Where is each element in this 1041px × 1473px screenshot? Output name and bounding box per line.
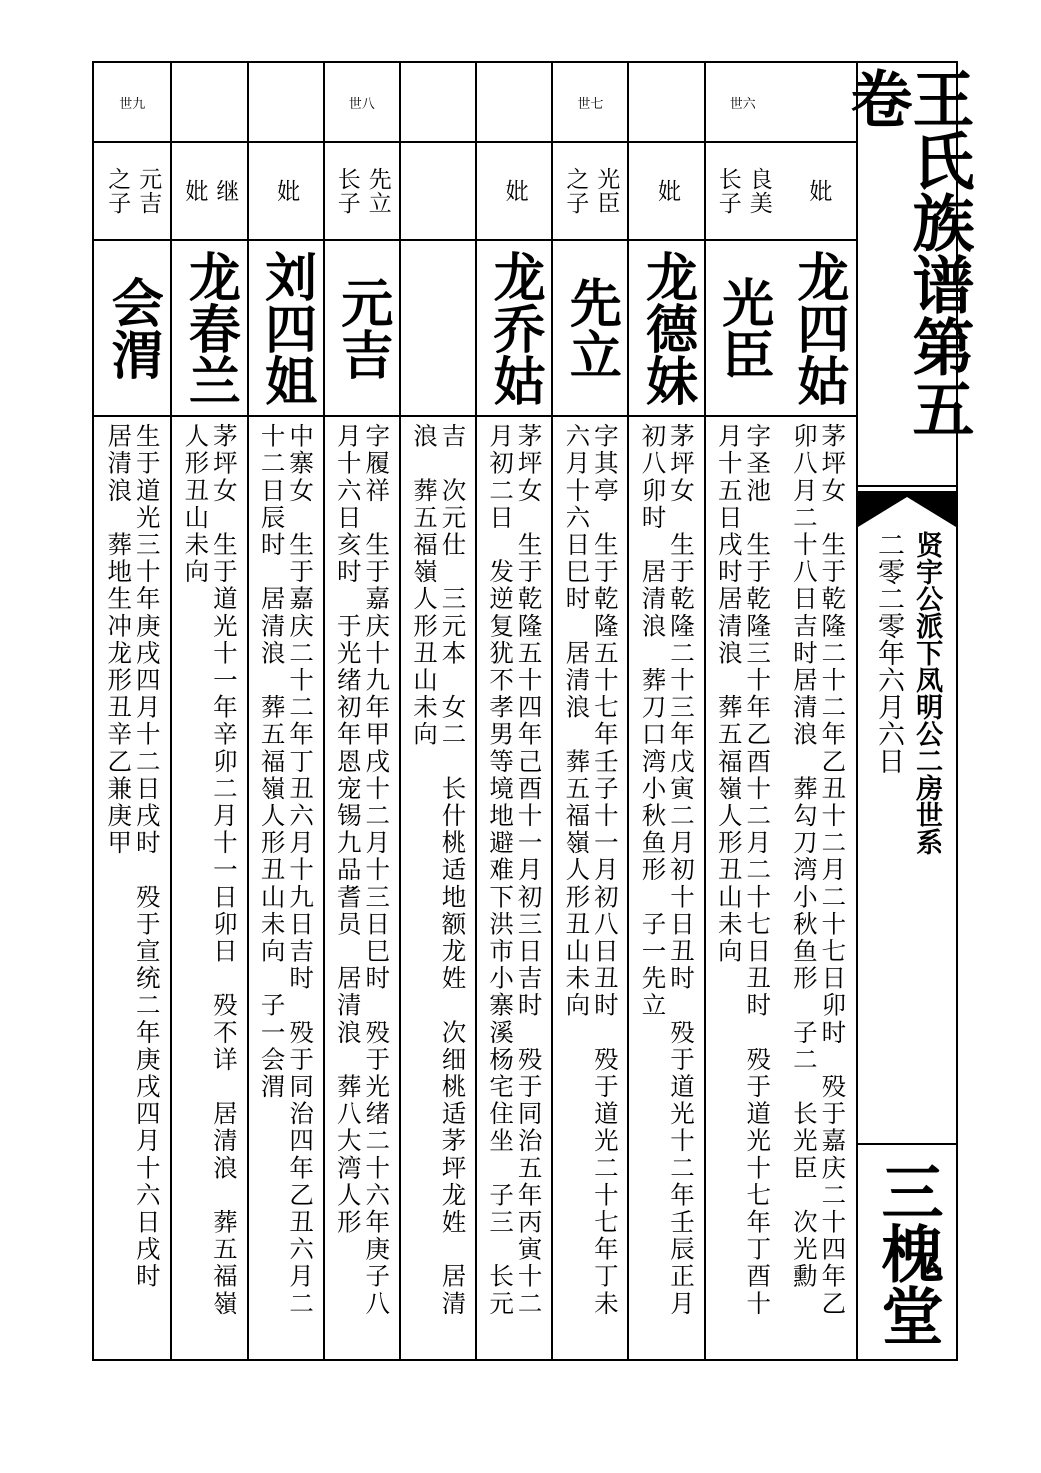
genealogy-grid	[94, 63, 856, 1359]
name-cell	[629, 241, 703, 417]
name-cell	[706, 241, 780, 417]
name-cell	[172, 241, 246, 417]
name-cell	[94, 241, 170, 417]
person-name: 元吉	[331, 276, 392, 380]
lineage-title: 贤宇公派下凤明公二房世系	[911, 531, 943, 855]
hall-name-box	[858, 1143, 956, 1361]
description-line: 初八卯时 居清浪 葬刀口湾小秋鱼形 子一先立	[638, 423, 668, 1020]
person-name: 光臣	[712, 276, 773, 380]
name-cell	[477, 241, 551, 417]
hall-name: 三槐堂	[871, 1160, 944, 1346]
description-cell	[629, 417, 703, 1359]
book-title-text: 王氏族谱第五卷	[840, 67, 975, 439]
description-line: 中寨女 生于嘉庆二十二年丁丑六月十九日吉时 殁于同治四年乙丑六月二	[286, 423, 316, 1318]
person-name: 会渭	[102, 276, 163, 380]
relation-cell	[629, 143, 703, 241]
entry-column	[170, 63, 246, 1359]
person-name: 刘四姐	[255, 250, 316, 406]
name-cell	[249, 241, 323, 417]
description-line: 卯八月二十八日吉时居清浪 葬勾刀湾小秋鱼形 子二 长光臣 次光勳	[789, 423, 819, 1291]
entry-column	[323, 63, 399, 1359]
entry-column	[627, 63, 703, 1359]
relation-cell	[553, 143, 627, 241]
description-cell	[401, 417, 475, 1359]
description-line: 六月十六日巳时 居清浪 葬五福嶺人形丑山未向	[562, 423, 592, 1020]
relation-cell	[477, 143, 551, 241]
description-line: 字履祥 生于嘉庆十九年甲戌十二月十三日巳时 殁于光绪二十六年庚子八	[362, 423, 392, 1318]
name-cell	[401, 241, 475, 417]
name-cell	[325, 241, 399, 417]
description-cell	[780, 417, 856, 1359]
entry-column	[399, 63, 475, 1359]
generation-cell	[249, 63, 323, 143]
person-name: 龙乔姑	[484, 250, 545, 406]
description-line: 字其亭 生于乾隆五十七年壬子十一月初八日丑时 殁于道光二十七年丁未	[590, 423, 620, 1318]
relation-text: 妣	[805, 179, 832, 203]
description-line: 茅坪女 生于乾隆二十三年戊寅二月初十日丑时 殁于道光十二年壬辰正月	[667, 423, 697, 1318]
entry-column	[704, 63, 780, 1359]
relation-text: 光臣	[593, 167, 620, 215]
relation-text: 之子	[562, 167, 589, 215]
book-title	[840, 63, 975, 487]
relation-text: 妣	[273, 179, 300, 203]
description-cell	[94, 417, 170, 1359]
description-line: 十二日辰时 居清浪 葬五福嶺人形丑山未向 子一会渭	[257, 423, 287, 1101]
generation-cell	[172, 63, 246, 143]
generation-cell: 世七	[553, 63, 627, 143]
person-name: 龙春兰	[179, 250, 240, 406]
title-panel	[840, 63, 975, 1359]
description-cell	[477, 417, 551, 1359]
genealogy-page	[92, 61, 975, 1361]
description-line: 月十五日戌时居清浪 葬五福嶺人形丑山未向	[714, 423, 744, 965]
description-line: 居清浪 葬地生冲龙形丑辛乙兼庚甲	[104, 423, 134, 857]
generation-cell: 世八	[325, 63, 399, 143]
relation-cell	[706, 143, 780, 241]
generation-cell	[477, 63, 551, 143]
relation-text: 长子	[714, 167, 741, 215]
relation-cell	[249, 143, 323, 241]
description-line: 茅坪女 生于道光十一年辛卯二月十一日卯日 殁不详 居清浪 葬五福嶺	[209, 423, 239, 1318]
relation-text: 继	[212, 179, 239, 203]
relation-text: 良美	[745, 167, 772, 215]
relation-text: 长子	[333, 167, 360, 215]
relation-text: 妣	[654, 179, 681, 203]
description-cell	[249, 417, 323, 1359]
description-line: 茅坪女 生于乾隆五十四年己酉十一月初三日吉时 殁于同治五年丙寅十二	[514, 423, 544, 1318]
relation-text: 妣	[181, 179, 208, 203]
name-cell	[553, 241, 627, 417]
entry-column	[247, 63, 323, 1359]
description-line: 字圣池 生于乾隆三十年乙酉十二月二十七日丑时 殁于道光十七年丁酉十	[743, 423, 773, 1318]
description-cell	[325, 417, 399, 1359]
subtitle-area	[858, 531, 956, 1143]
compile-date: 二零二零年六月六日	[873, 531, 904, 774]
description-line: 吉 次元仕 三元本 女二 长什桃适地额龙姓 次细桃适茅坪龙姓 居清	[438, 423, 468, 1318]
fishtail-ornament	[858, 491, 956, 527]
relation-cell	[401, 143, 475, 241]
generation-cell: 世六	[706, 63, 780, 143]
title-divider-top	[858, 485, 956, 487]
relation-text: 先立	[364, 167, 391, 215]
description-line: 生于道光三十年庚戌四月十二日戌时 殁于宣统二年庚戌四月十六日戌时	[132, 423, 162, 1291]
entry-column	[475, 63, 551, 1359]
person-name: 龙德妹	[636, 250, 697, 406]
relation-text: 妣	[501, 179, 528, 203]
relation-cell	[172, 143, 246, 241]
description-line: 浪 葬五福嶺人形丑山未向	[409, 423, 439, 749]
generation-cell: 世九	[94, 63, 170, 143]
description-cell	[706, 417, 780, 1359]
description-line: 茅坪女 生于乾隆二十二年乙丑十二月二十七日卯时 殁于嘉庆二十四年乙	[818, 423, 848, 1318]
generation-cell	[401, 63, 475, 143]
entry-column	[94, 63, 170, 1359]
entry-column	[551, 63, 627, 1359]
relation-cell	[325, 143, 399, 241]
description-line: 月十六日亥时 于光绪初年恩宠锡九品耆员 居清浪 葬八大湾人形	[333, 423, 363, 1236]
description-line: 月初二日 发逆复犹不孝男等境地避难下洪市小寨溪杨宅住坐 子三 长元	[486, 423, 516, 1318]
description-cell	[553, 417, 627, 1359]
relation-text: 之子	[104, 167, 131, 215]
person-name: 龙四姑	[787, 250, 848, 406]
relation-text: 元吉	[135, 167, 162, 215]
generation-cell	[629, 63, 703, 143]
person-name: 先立	[560, 276, 621, 380]
relation-cell	[94, 143, 170, 241]
description-line: 人形丑山未向	[181, 423, 211, 586]
description-cell	[172, 417, 246, 1359]
